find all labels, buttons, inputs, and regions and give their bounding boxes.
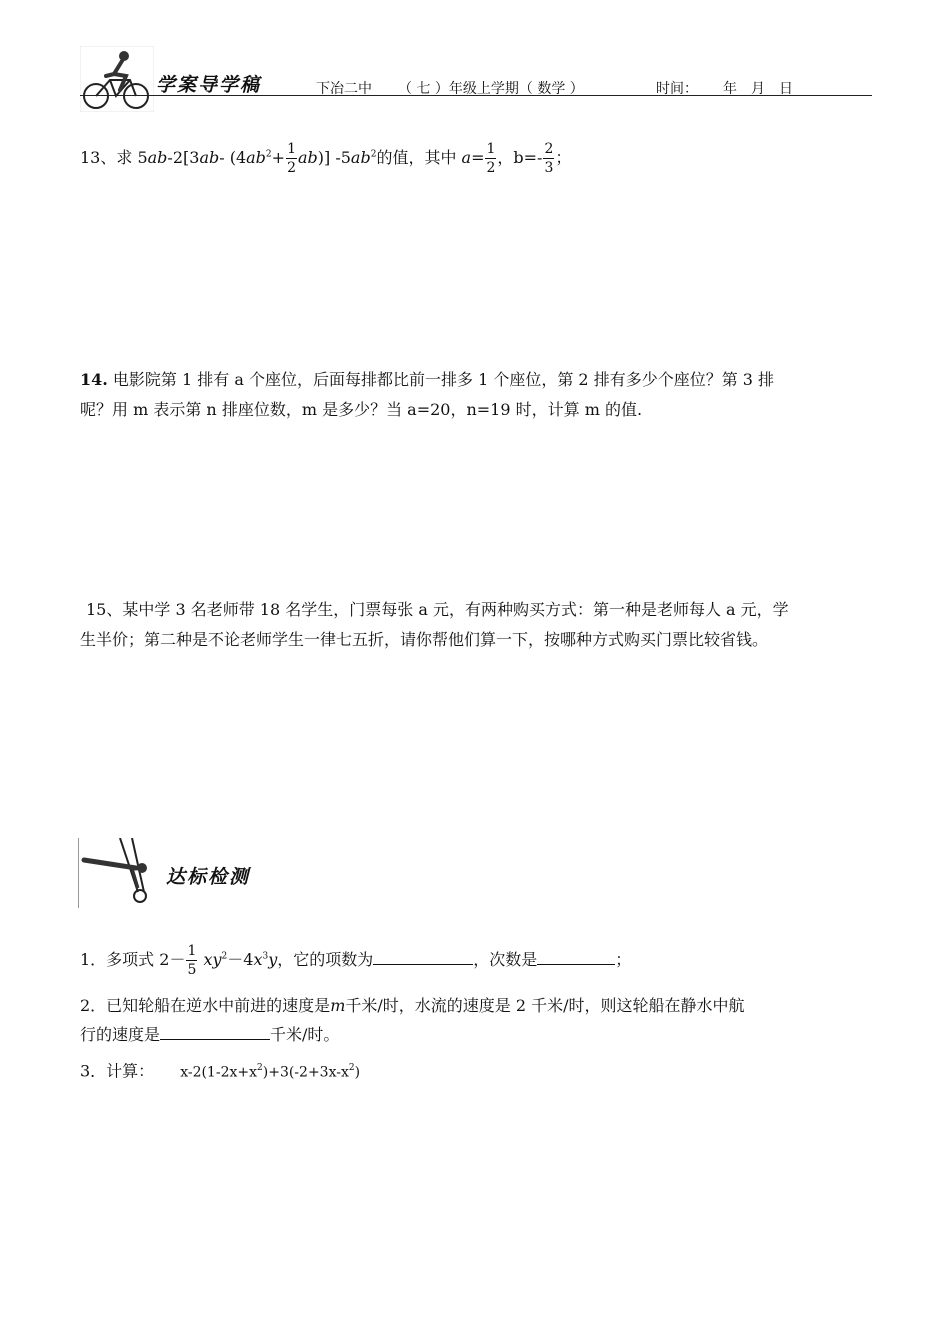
month-label: 月 [751, 81, 765, 97]
degree-blank[interactable] [537, 948, 615, 965]
test-3: 3．计算： $x-2(1-2x+x^2)+3(-2+3x-x^2)$ [80, 1061, 361, 1081]
section-title: 达标检测 [166, 866, 251, 888]
fraction-fifth: $\frac{1}{5}$ [187, 943, 197, 978]
grade-subject: （ 七 ）年级上学期（ 数学 ） [398, 81, 584, 97]
fraction-half: $\frac{1}{2}$ [287, 141, 296, 176]
logo-text: 学案导学稿 [156, 74, 262, 96]
still-water-speed-blank[interactable] [160, 1023, 270, 1040]
cyclist-logo-icon [80, 46, 154, 112]
test-2: 2．已知轮船在逆水中前进的速度是m千米/时，水流的速度是 2 千米/时，则这轮船在静水中航 行的速度是 千米/时。 [80, 996, 745, 1044]
question-13: 13、求 5ab-2[3ab- ($4ab^2+$ $\frac{1}{2}$ ab)] $-5ab^2$的值，其中 a= $\frac{1}{2}$ ，b=- $\frac{2}{3}$ ； [80, 141, 572, 176]
fraction-b-value: $\frac{2}{3}$ [544, 141, 554, 176]
year-label: 年 [723, 81, 737, 97]
section-divider [78, 838, 79, 908]
header-rule [80, 95, 872, 96]
gymnast-icon [80, 838, 160, 908]
question-14: 14. 电影院第 1 排有 a 个座位，后面每排都比前一排多 1 个座位，第 2 排有多少个座位？第 3 排 呢？用 m 表示第 n 排座位数，m 是多少？当 a=20，n=19 时，计算 m 的值. [80, 370, 775, 419]
term-count-blank[interactable] [373, 948, 473, 965]
fraction-a-value: $\frac{1}{2}$ [486, 141, 496, 176]
test-1: 1．多项式 2－ $\frac{1}{5}$ $xy^2-4x^3y$，它的项数为 ，次数是 ； [80, 943, 632, 978]
school-name: 下冶二中 [316, 81, 372, 97]
day-label: 日 [779, 81, 793, 97]
question-15: 15、某中学 3 名老师带 18 名学生，门票每张 a 元，有两种购买方式：第一种是老师每人 a 元，学 生半价；第二种是不论老师学生一律七五折，请你帮他们算一下，按哪种方式购买门票比较省钱。 [80, 600, 789, 649]
time-label: 时间： [656, 81, 698, 97]
